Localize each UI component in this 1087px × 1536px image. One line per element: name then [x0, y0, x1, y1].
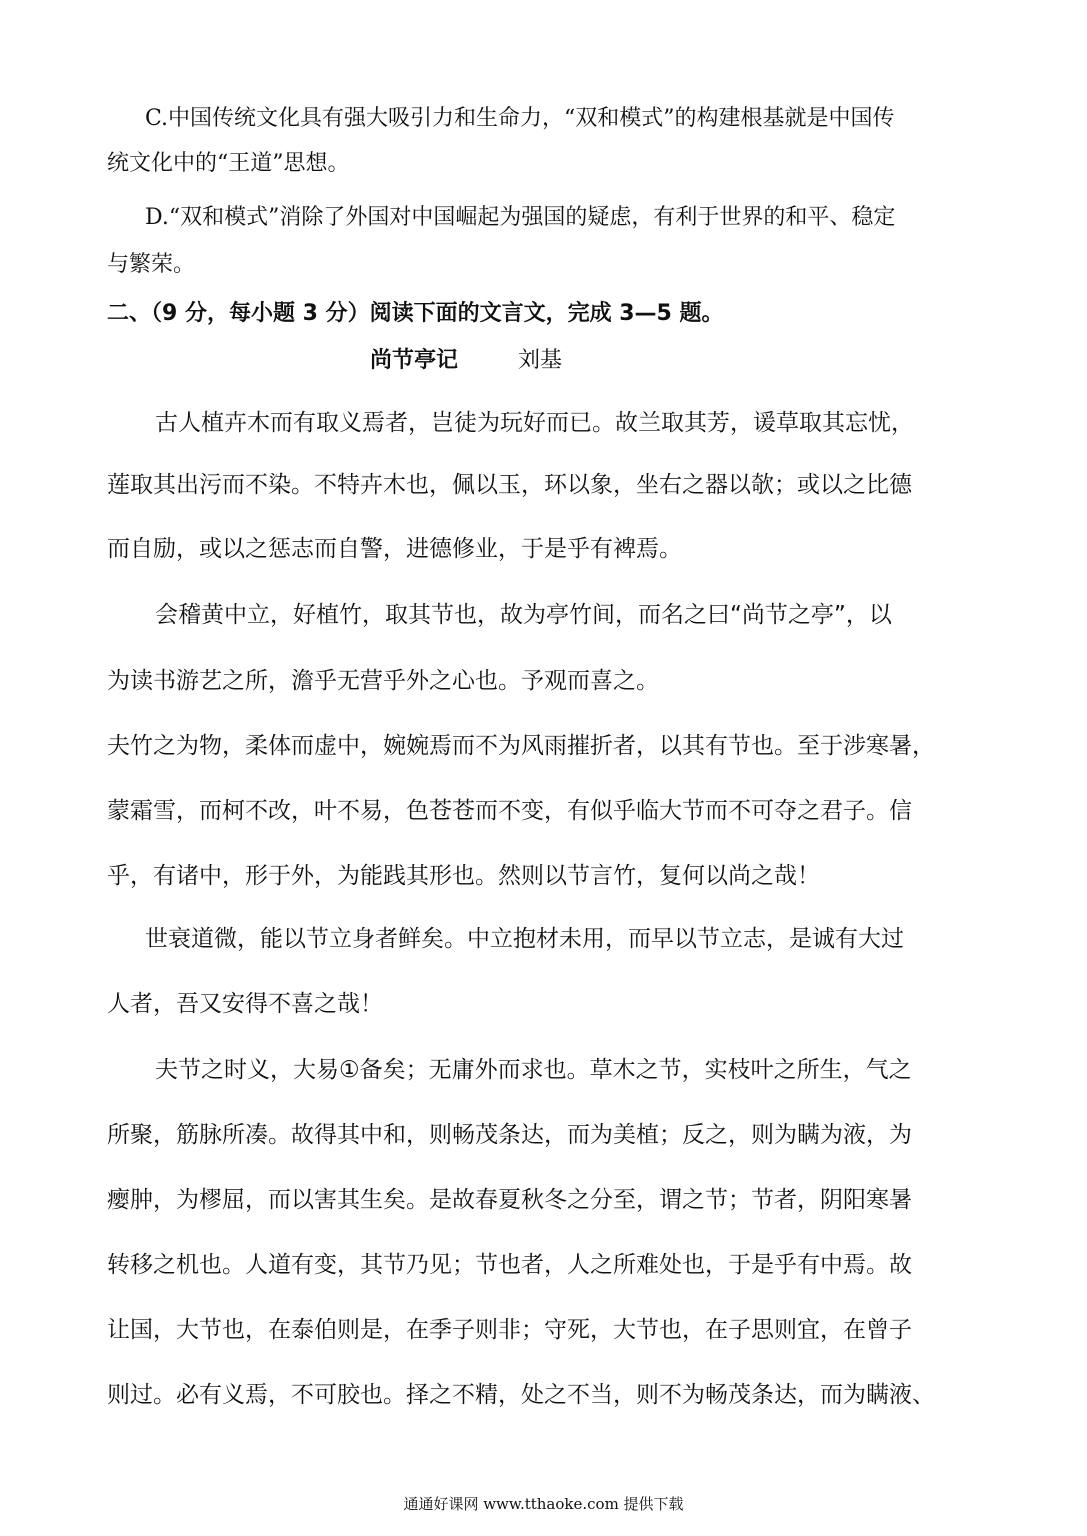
essay-author: 刘基 [518, 348, 563, 373]
essay-line: 古人植卉木而有取义焉者，岂徒为玩好而已。故兰取其芳，谖草取其忘忧， [155, 410, 914, 436]
option-c-line-1: C.中国传统文化具有强大吸引力和生命力，“双和模式”的构建根基就是中国传 [145, 106, 895, 131]
essay-line: 瘿肿，为樛屈，而以害其生矣。是故春夏秋冬之分至，谓之节；节者，阴阳寒暑 [107, 1187, 912, 1213]
section-heading: 二、（9 分，每小题 3 分）阅读下面的文言文，完成 3—5 题。 [107, 301, 724, 326]
essay-line: 世衰道微，能以节立身者鲜矣。中立抱材未用，而早以节立志，是诚有大过 [145, 926, 904, 952]
essay-line: 而自励，或以之惩志而自警，进德修业，于是乎有裨焉。 [107, 536, 682, 562]
essay-line: 人者，吾又安得不喜之哉！ [107, 991, 383, 1017]
essay-line: 转移之机也。人道有变，其节乃见；节也者，人之所难处也，于是乎有中焉。故 [107, 1252, 912, 1278]
essay-line: 夫节之时义，大易①备矣；无庸外而求也。草木之节，实枝叶之所生，气之 [155, 1057, 912, 1083]
essay-line: 夫竹之为物，柔体而虚中，婉婉焉而不为风雨摧折者，以其有节也。至于涉寒暑， [107, 733, 935, 759]
essay-title: 尚节亭记 [370, 347, 459, 373]
essay-line: 蒙霜雪，而柯不改，叶不易，色苍苍而不变，有似乎临大节而不可夺之君子。信 [107, 798, 912, 824]
essay-line: 让国，大节也，在泰伯则是，在季子则非；守死，大节也，在子思则宜，在曾子 [107, 1317, 912, 1343]
essay-line: 会稽黄中立，好植竹，取其节也，故为亭竹间，而名之曰“尚节之亭”，以 [155, 602, 892, 628]
essay-line: 则过。必有义焉，不可胶也。择之不精，处之不当，则不为畅茂条达，而为瞒液、 [107, 1382, 935, 1408]
essay-line: 莲取其出污而不染。不特卉木也，佩以玉，环以象，坐右之器以欹；或以之比德 [107, 472, 912, 498]
option-d-line-1: D.“双和模式”消除了外国对中国崛起为强国的疑虑，有利于世界的和平、稳定 [145, 205, 896, 230]
page-footer: 通通好课网 www.tthaoke.com 提供下载 [403, 1495, 684, 1513]
option-c-line-2: 统文化中的“王道”思想。 [107, 151, 350, 176]
essay-line: 为读书游艺之所，澹乎无营乎外之心也。予观而喜之。 [107, 668, 659, 694]
option-d-line-2: 与繁荣。 [107, 252, 196, 277]
essay-line: 所聚，筋脉所凑。故得其中和，则畅茂条达，而为美植；反之，则为瞒为液，为 [107, 1122, 912, 1148]
essay-title-row [370, 343, 562, 374]
essay-line: 乎，有诸中，形于外，为能践其形也。然则以节言竹，复何以尚之哉！ [107, 863, 820, 889]
